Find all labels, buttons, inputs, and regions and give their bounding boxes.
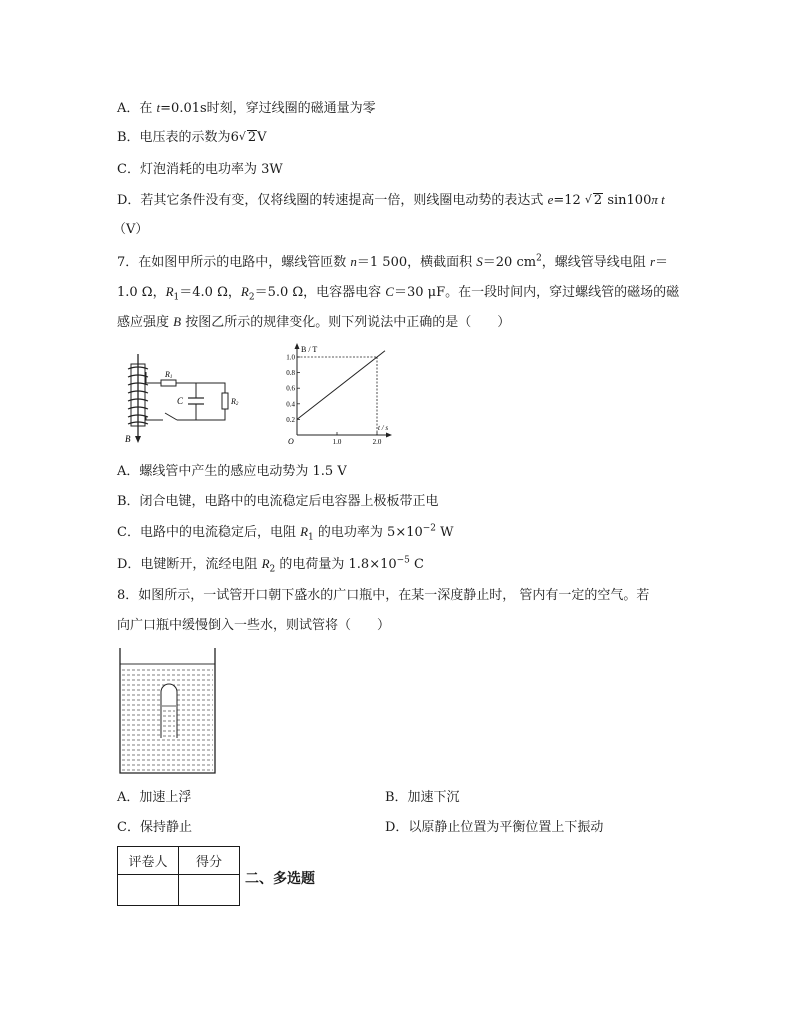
text: ＝5.0 Ω，电容器电容 — [254, 285, 386, 300]
text: D．若其它条件没有变，仅将线圈的转速提高一倍，则线圈电动势的表达式 — [117, 193, 548, 208]
text: C．电路中的电流稳定后，电阻 — [117, 525, 301, 540]
x-axis-arrow-icon — [386, 433, 392, 438]
x-axis-label: t / s — [378, 424, 389, 432]
text: D．电键断开，流经电阻 — [117, 557, 262, 572]
sup: −5 — [396, 555, 410, 566]
sqrt — [239, 128, 257, 148]
var: C — [385, 284, 394, 299]
sup: −2 — [422, 523, 437, 534]
arrow-down-icon — [135, 436, 141, 443]
sub: 1 — [308, 532, 314, 543]
r1-label: R1 — [165, 370, 173, 380]
var: R — [300, 524, 309, 539]
wire-bottom-right — [177, 409, 225, 420]
grader-header: 评卷人 — [118, 847, 179, 875]
score-table — [117, 846, 240, 906]
text: C — [409, 557, 424, 572]
q8-option-c[interactable]: C．保持静止 — [117, 820, 192, 835]
score-cell[interactable] — [179, 875, 240, 906]
y-axis-label: B / T — [301, 345, 318, 354]
switch-blade — [165, 413, 177, 420]
y-tick-label-2: 0.6 — [286, 384, 295, 393]
text: ＝4.0 Ω， — [179, 285, 241, 300]
var: B — [173, 314, 182, 329]
q7-stem-line3 — [117, 312, 510, 333]
text: 的电荷量为 1.8×10 — [275, 557, 397, 572]
q8-stem-line2: 向广口瓶中缓慢倒入一些水，则试管将（ ） — [117, 618, 391, 633]
text: sin100 — [603, 193, 652, 208]
text: ＝30 μF。在一段时间内，穿过螺线管的磁场的磁 — [393, 285, 680, 300]
q7-option-d[interactable] — [117, 554, 424, 575]
var-t: t — [657, 192, 665, 207]
q8-option-b[interactable]: B．加速下沉 — [385, 790, 460, 805]
q6-option-b[interactable] — [117, 128, 267, 148]
text: 感应强度 — [117, 315, 174, 330]
score-header: 得分 — [179, 847, 240, 875]
resistor-r2 — [222, 393, 228, 409]
jar-diagram — [115, 646, 220, 776]
q6-option-d[interactable] — [117, 190, 665, 211]
text: =12 — [553, 193, 585, 208]
text: ＝1 500，横截面积 — [356, 255, 477, 270]
origin-label: O — [288, 437, 294, 446]
radicand: 2 — [247, 130, 257, 145]
sqrt — [585, 191, 603, 211]
unit: V — [257, 130, 267, 145]
wire-bottom — [146, 416, 163, 420]
text: A．在 — [117, 101, 157, 116]
circuit-diagram — [117, 352, 252, 446]
var-pi: π — [651, 192, 658, 207]
section-title: 二、多选题 — [245, 871, 315, 887]
var: n — [350, 254, 357, 269]
y-tick-label-3: 0.8 — [286, 369, 295, 378]
q7-option-a[interactable]: A．螺线管中产生的感应电动势为 1.5 V — [117, 464, 347, 479]
y-tick-label-0: 0.2 — [286, 415, 295, 424]
text: 的电功率为 5×10 — [313, 525, 423, 540]
x-tick-label-1: 2.0 — [372, 438, 382, 446]
var: R — [240, 284, 249, 299]
q7-option-c[interactable] — [117, 522, 454, 543]
text: 7．在如图甲所示的电路中，螺线管匝数 — [117, 255, 351, 270]
q6-option-d-unit: （V） — [113, 222, 149, 237]
text: ＝ — [655, 255, 669, 270]
text: B．电压表的示数为 — [117, 130, 231, 145]
grader-cell[interactable] — [118, 875, 179, 906]
q7-option-b[interactable]: B．闭合电键，电路中的电流稳定后电容器上极板带正电 — [117, 494, 439, 509]
series-line-b — [297, 351, 385, 420]
r2-label: R2 — [231, 397, 239, 407]
q6-option-a[interactable] — [117, 98, 376, 119]
q8-stem-line1: 8．如图所示，一试管开口朝下盛水的广口瓶中，在某一深度静止时， 管内有一定的空气。若 — [117, 588, 650, 603]
radical-sign: √ — [238, 130, 246, 143]
var: S — [476, 254, 483, 269]
wire-top — [146, 372, 161, 383]
sub: 2 — [248, 292, 255, 303]
sup: 2 — [536, 253, 542, 264]
text: 按图乙所示的规律变化。则下列说法中正确的是（ ） — [181, 315, 511, 330]
var-e: e — [547, 192, 554, 207]
text: =0.01s时刻，穿过线圈的磁通量为零 — [160, 101, 376, 116]
y-tick-label-1: 0.4 — [286, 400, 295, 409]
q8-option-a[interactable]: A．加速上浮 — [117, 790, 192, 805]
b-t-graph — [282, 340, 402, 450]
sub: 1 — [173, 292, 180, 303]
y-tick-label-4: 1.0 — [286, 353, 295, 362]
radical-sign: √ — [584, 193, 592, 206]
text: 1.0 Ω， — [117, 285, 166, 300]
q7-stem-line1 — [117, 252, 668, 273]
capacitor-label: C — [177, 396, 184, 406]
q6-option-c[interactable]: C．灯泡消耗的电功率为 3W — [117, 162, 283, 177]
var: r — [649, 254, 655, 269]
text: ，螺线管导线电阻 — [541, 255, 650, 270]
q8-option-d[interactable]: D．以原静止位置为平衡位置上下振动 — [385, 820, 604, 835]
var-t: t — [156, 100, 161, 115]
var: R — [165, 284, 174, 299]
coef: 6 — [230, 130, 239, 145]
x-tick-label-0: 1.0 — [332, 438, 342, 446]
b-label: B — [125, 434, 131, 444]
q7-stem-line2 — [117, 282, 679, 303]
wire-top-right — [176, 383, 225, 393]
text: W — [436, 525, 454, 540]
sub: 2 — [269, 564, 276, 575]
var: R — [261, 556, 270, 571]
y-axis-arrow-icon — [295, 343, 300, 349]
text: ＝20 cm — [482, 255, 537, 270]
resistor-r1 — [161, 380, 176, 386]
radicand: 2 — [593, 193, 603, 208]
